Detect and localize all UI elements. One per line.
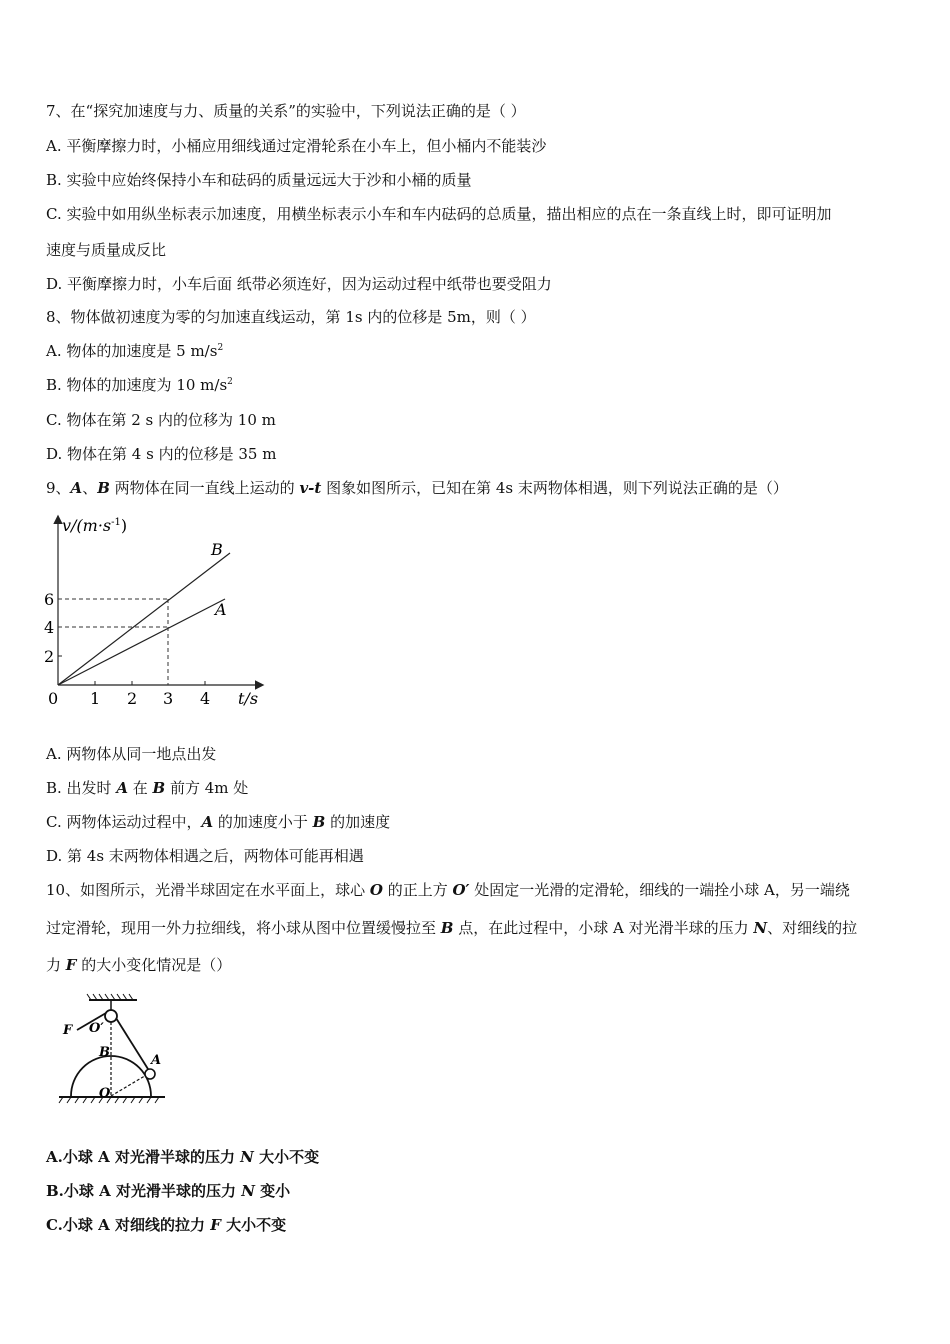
q7-option-a: A. 平衡摩擦力时，小桶应用细线通过定滑轮系在小车上，但小桶内不能装沙 (46, 137, 547, 155)
vt-graph (40, 505, 280, 715)
q9-stem-middle: 两物体在同一直线上运动的 (109, 479, 300, 497)
q10-option-b (46, 1180, 910, 1202)
figure-label-f: F (63, 1023, 73, 1038)
q9-option-c-a: A (201, 813, 214, 831)
ball-a (145, 1069, 155, 1079)
vt-label-b: B (211, 540, 223, 559)
q10-l1-mid: 的正上方 (382, 881, 453, 899)
figure-label-o-prime: O′ (89, 1021, 104, 1036)
vt-line-a (58, 599, 225, 685)
q9-vt-symbol: v-t (299, 479, 322, 497)
q9-body-b: B (97, 479, 110, 497)
q10-option-b-pre: B.小球 A 对光滑半球的压力 (46, 1182, 242, 1200)
q10-l1-o-prime: O′ (452, 881, 470, 899)
q10-option-c-post: 大小不变 (220, 1216, 287, 1234)
q9-option-c-post: 的加速度 (325, 813, 391, 831)
q10-l3-post: 的大小变化情况是（） (76, 956, 232, 974)
q10-option-a (46, 1146, 910, 1168)
figure-label-a: A (151, 1053, 162, 1068)
q10-option-c (46, 1214, 910, 1236)
q8-option-a-exponent: 2 (217, 343, 224, 353)
q9-option-b-b: B (152, 779, 166, 797)
q8-stem: 8、物体做初速度为零的匀加速直线运动，第 1s 内的位移是 5m，则（ ） (46, 308, 536, 326)
q10-l2-pre: 过定滑轮，现用一外力拉细线，将小球从图中位置缓慢拉至 (46, 919, 441, 937)
figure-label-b: B (99, 1045, 110, 1060)
radius-dashed (111, 1074, 148, 1096)
vt-ytick-4: 4 (44, 618, 55, 637)
q10-l2-post: 、对细线的拉 (767, 919, 858, 937)
q9-body-a: A (70, 479, 83, 497)
vt-xtick-4: 4 (200, 689, 211, 708)
q7-option-b: B. 实验中应始终保持小车和砝码的质量远远大于沙和小桶的质量 (46, 171, 472, 189)
q10-option-a-post: 大小不变 (253, 1148, 320, 1166)
pulley-hemisphere-figure (55, 990, 175, 1110)
q10-l2-n: N (753, 919, 768, 937)
q9-option-c-mid: 的加速度小于 (213, 813, 313, 831)
q10-l1-pre: 10、如图所示，光滑半球固定在水平面上，球心 (46, 881, 370, 899)
q8-option-a (46, 340, 910, 362)
vt-origin: 0 (48, 689, 59, 708)
vt-xtick-3: 3 (163, 689, 174, 708)
q10-option-b-post: 变小 (254, 1182, 291, 1200)
q9-option-c-pre: C. 两物体运动过程中， (46, 813, 202, 831)
q10-option-b-n: N (241, 1182, 255, 1200)
q9-option-c-b: B (312, 813, 326, 831)
q10-l1-post: 处固定一光滑的定滑轮，细线的一端拴小球 A，另一端绕 (469, 881, 850, 899)
pulley-wheel (105, 1010, 117, 1022)
q8-option-d: D. 物体在第 4 s 内的位移是 35 m (46, 445, 277, 463)
vt-ytick-2: 2 (44, 647, 55, 666)
vt-ylabel-close: ) (120, 516, 128, 535)
q8-option-c: C. 物体在第 2 s 内的位移为 10 m (46, 411, 276, 429)
q10-option-c-pre: C.小球 A 对细线的拉力 (46, 1216, 211, 1234)
figure-label-o: O (99, 1086, 111, 1101)
q10-stem-line2 (46, 917, 910, 939)
q9-option-d: D. 第 4s 末两物体相遇之后，两物体可能再相遇 (46, 847, 364, 865)
q7-option-d: D. 平衡摩擦力时，小车后面 纸带必须连好，因为运动过程中纸带也要受阻力 (46, 275, 552, 293)
q10-l2-b: B (440, 919, 454, 937)
q9-option-b (46, 777, 910, 799)
vt-label-a: A (215, 600, 227, 619)
q10-l2-mid: 点，在此过程中，小球 A 对光滑半球的压力 (453, 919, 754, 937)
q9-stem (46, 477, 910, 499)
q10-l3-f: F (65, 956, 77, 974)
vt-line-b (58, 553, 230, 685)
q9-option-b-a: A (116, 779, 128, 797)
q7-option-c-line2: 速度与质量成反比 (46, 241, 167, 259)
q10-stem-line1 (46, 879, 910, 901)
q7-stem: 7、在“探究加速度与力、质量的关系”的实验中，下列说法正确的是（ ） (46, 102, 526, 120)
vt-ylabel-main: v/(m·s (62, 516, 112, 535)
q9-option-b-pre: B. 出发时 (46, 779, 117, 797)
vt-xlabel: t/s (238, 689, 259, 708)
q8-option-b-exponent: 2 (227, 377, 233, 387)
q10-option-a-n: N (240, 1148, 254, 1166)
q7-option-c-line1: C. 实验中如用纵坐标表示加速度，用横坐标表示小车和车内砝码的总质量，描出相应的点在一条直线上时，即可证明加 (46, 205, 832, 223)
q9-number: 9、 (46, 479, 71, 497)
vt-xtick-1: 1 (90, 689, 101, 708)
q10-l1-o: O (369, 881, 383, 899)
q9-stem-end: 图象如图所示，已知在第 4s 末两物体相遇，则下列说法正确的是（） (321, 479, 788, 497)
q9-separator: 、 (82, 479, 98, 497)
vt-ytick-6: 6 (44, 590, 55, 609)
vt-ylabel-exp: -1 (111, 517, 121, 528)
vt-ylabel (62, 516, 127, 535)
q9-option-c (46, 811, 910, 833)
q10-option-c-f: F (210, 1216, 221, 1234)
q8-option-b-text: B. 物体的加速度为 10 m/s (46, 376, 228, 394)
vt-xtick-2: 2 (127, 689, 138, 708)
q9-option-a: A. 两物体从同一地点出发 (46, 745, 217, 763)
q10-option-a-pre: A.小球 A 对光滑半球的压力 (46, 1148, 241, 1166)
q10-l3-pre: 力 (46, 956, 66, 974)
q9-option-b-post: 前方 4m 处 (165, 779, 249, 797)
q8-option-a-text: A. 物体的加速度是 5 m/s (46, 342, 218, 360)
q10-stem-line3 (46, 954, 910, 976)
q9-option-b-mid: 在 (127, 779, 153, 797)
q8-option-b (46, 374, 910, 396)
